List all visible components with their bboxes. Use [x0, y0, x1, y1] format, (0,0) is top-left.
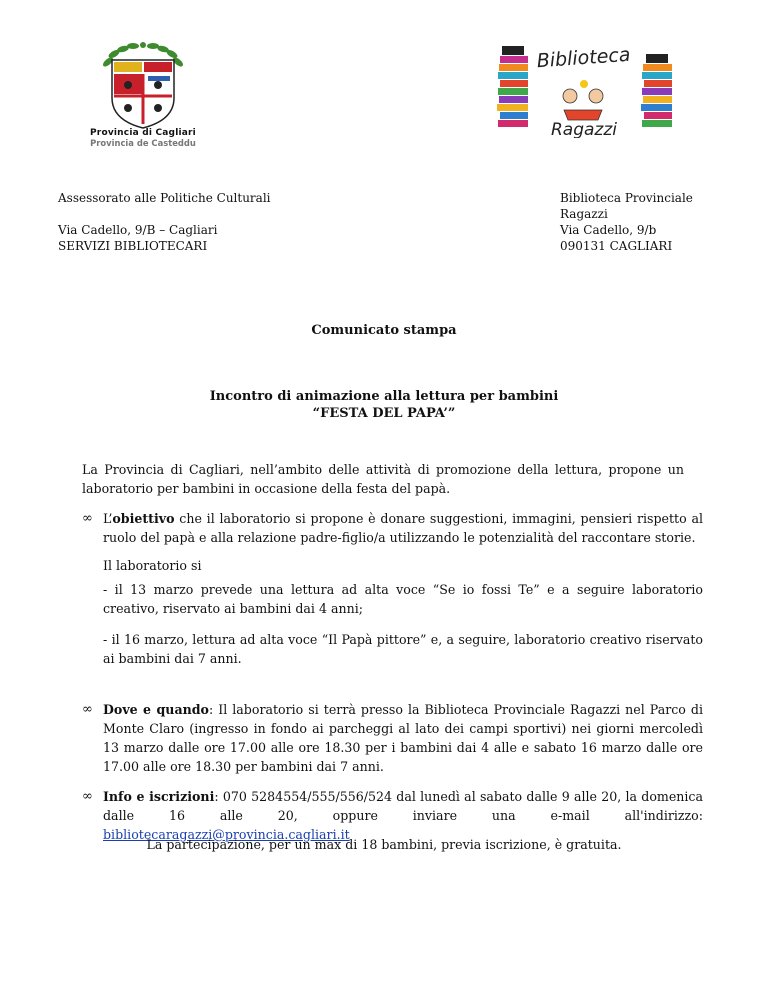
province-crest-caption [60, 128, 226, 148]
info-text: : 070 5284554/555/556/524 dal lunedì al sabato dalle 9 alle 20, la domenica dalle 16 alle 20, oppure inviare una e-mail all'indirizzo: [103, 789, 703, 823]
header-right-line3: Via Cadello, 9/b [560, 223, 657, 237]
header-right-line1: Biblioteca Provinciale [560, 191, 693, 205]
header-right-line2: Ragazzi [560, 207, 608, 221]
header-right-line4: 090131 CAGLIARI [560, 239, 673, 253]
where-text: : Il laboratorio si terrà presso la Biblioteca Provinciale Ragazzi nel Parco di Monte Claro (ingresso in fondo ai parcheggi al lato dei campi sportivi) nei giorni mercoledì 13 marzo dalle ore 17.00 alle ore 18.30 per i bambini dai 4 alle e sabato 16 marzo dalle ore 17.00 alle ore 18.30 per bambini dai 7 anni. [103, 702, 703, 774]
header-left-line3: SERVIZI BIBLIOTECARI [58, 239, 208, 253]
event-title-line1: Incontro di animazione alla lettura per bambini [209, 389, 559, 404]
intro-paragraph: La Provincia di Cagliari, nell’ambito delle attività di promozione della lettura, propone un laboratorio per bambini in occasione della festa del papà. [82, 462, 684, 496]
header-left-line1: Assessorato alle Politiche Culturali [58, 191, 271, 205]
library-logo-word1: Biblioteca [536, 43, 632, 73]
objective-paragraph [103, 509, 703, 547]
objective-prefix: L’ [103, 511, 113, 526]
province-name-sardinian: Provincia de Casteddu [90, 138, 196, 148]
event-title-line2: “FESTA DEL PAPA’” [312, 406, 456, 421]
library-logo-word2: Ragazzi [550, 120, 618, 138]
bullet-symbol: ∞ [82, 702, 93, 717]
lab-intro: Il laboratorio si [103, 558, 202, 573]
bullet-symbol: ∞ [82, 511, 93, 526]
header-left-line2: Via Cadello, 9/B – Cagliari [58, 223, 218, 237]
where-label: Dove e quando [103, 702, 209, 717]
bullet-symbol: ∞ [82, 789, 93, 804]
province-crest-logo [98, 40, 188, 130]
page-title: Comunicato stampa [311, 323, 457, 338]
objective-text: che il laboratorio si propone è donare suggestioni, immagini, pensieri rispetto al ruolo del papà e alla relazione padre-figlio/a utilizzando le potenzialità del raccontare storie. [103, 511, 703, 545]
province-name: Provincia di Cagliari [90, 128, 196, 138]
lab-item-13-march: - il 13 marzo prevede una lettura ad alta voce “Se io fossi Te” e a seguire laboratorio creativo, riservato ai bambini dai 4 anni; [103, 582, 703, 616]
closing-note: La partecipazione, per un max di 18 bambini, previa iscrizione, è gratuita. [146, 837, 622, 852]
where-paragraph [103, 700, 703, 776]
lab-item-16-march: - il 16 marzo, lettura ad alta voce “Il Papà pittore” e, a seguire, laboratorio creativo riservato ai bambini dai 7 anni. [103, 632, 703, 666]
email-link[interactable]: bibliotecaragazzi@provincia.cagliari.it [103, 827, 350, 842]
info-label: Info e iscrizioni [103, 789, 215, 804]
biblioteca-ragazzi-logo [494, 34, 676, 138]
objective-label: obiettivo [112, 511, 175, 526]
